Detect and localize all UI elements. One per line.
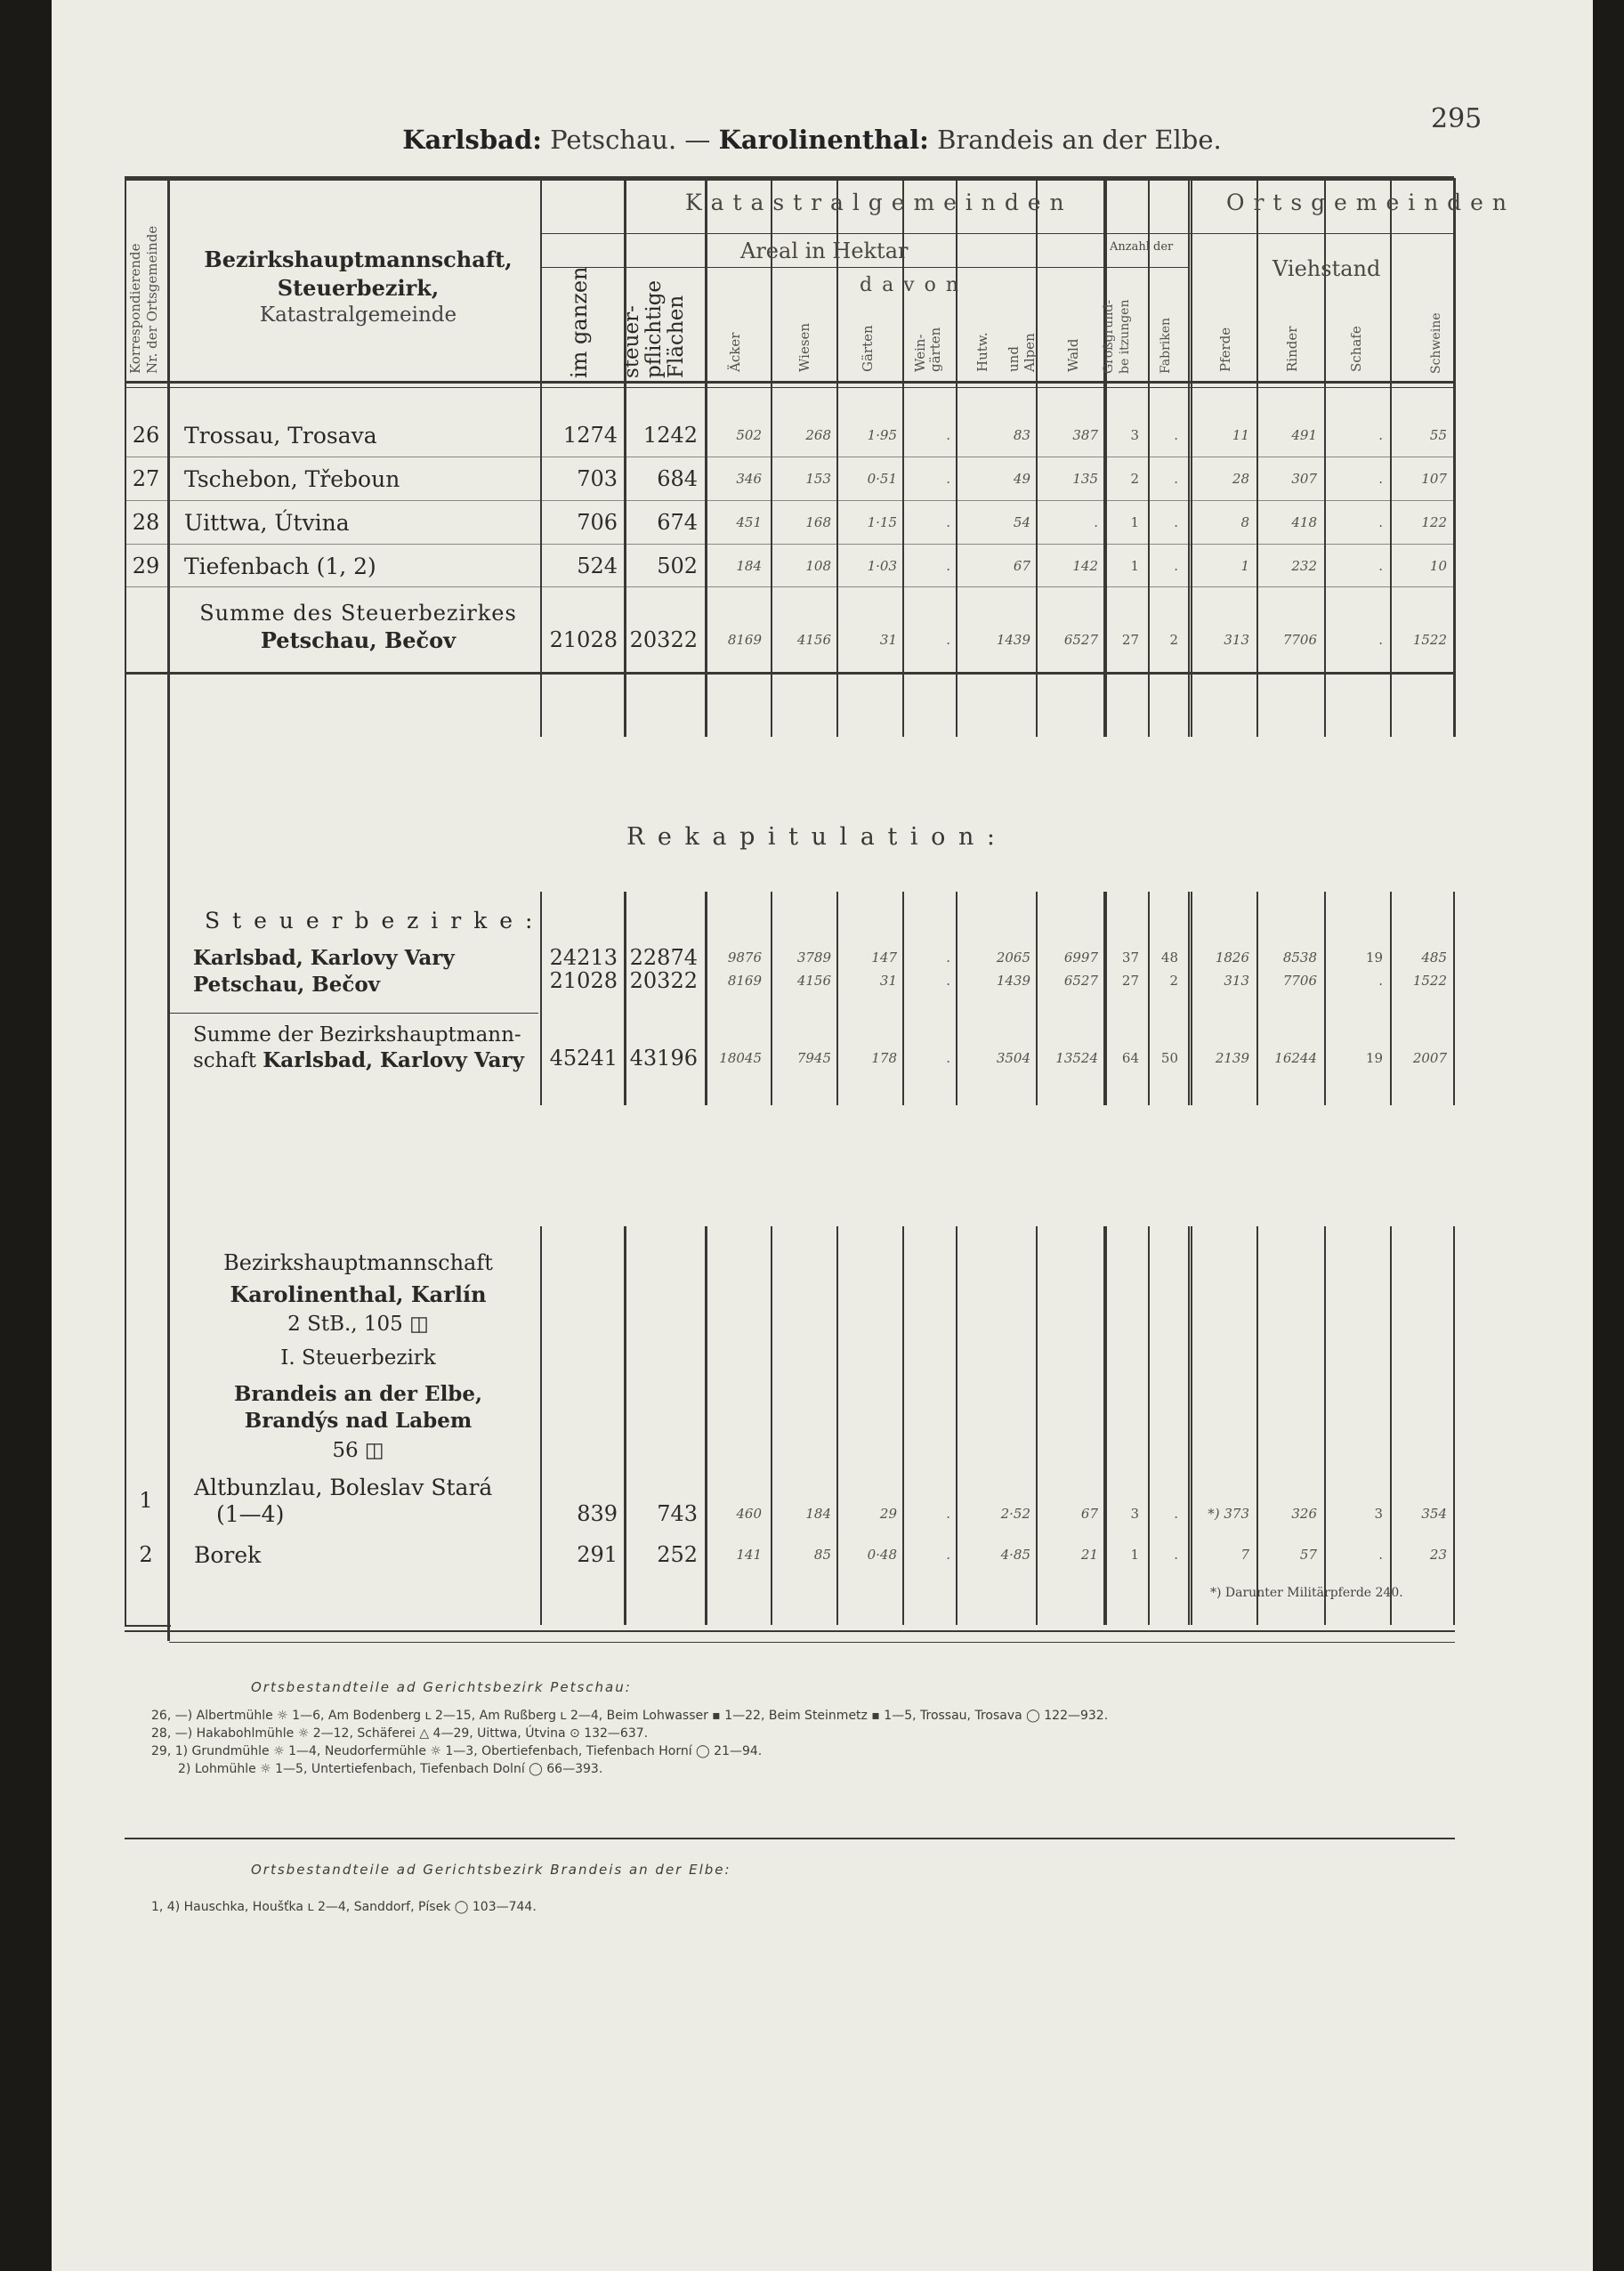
nr-header-2: Nr. der Ortsgemeinde: [144, 225, 160, 374]
column-rule: [1148, 178, 1150, 737]
row-name-cont: (1—4): [216, 1501, 285, 1527]
cell-ganzen: 291: [577, 1542, 618, 1567]
nr-header-1: Korrespondierende: [127, 243, 143, 374]
col-steuer-2: pflichtige: [642, 279, 666, 378]
cell-wein: .: [946, 471, 950, 487]
cell-ganzen: 524: [577, 554, 618, 578]
cell-pferde: 11: [1232, 427, 1249, 443]
col-gaerten: Gärten: [860, 325, 876, 372]
cell-schweine: 23: [1429, 1547, 1447, 1563]
cell-wein: .: [946, 1506, 950, 1522]
cell-schweine: 1522: [1412, 973, 1447, 989]
rekap-summe-line2: [193, 1048, 524, 1072]
column-rule: [1036, 1226, 1038, 1625]
cell-fabr: .: [1174, 1506, 1178, 1522]
cell-wein: .: [946, 1050, 950, 1066]
cell-rinder: 491: [1291, 427, 1317, 443]
column-rule: [1188, 178, 1190, 737]
row-nr: 28: [132, 510, 160, 535]
cell-ganzen: 839: [577, 1501, 618, 1526]
col-steuer-3: Flächen: [665, 295, 688, 378]
cell-acker: 502: [736, 427, 762, 443]
cell-steuer: 684: [657, 466, 698, 491]
page-paper: [52, 0, 1600, 2271]
cell-steuer: 252: [657, 1542, 698, 1567]
column-rule: [1324, 1226, 1326, 1625]
rekap-summe-line1: Summe der Bezirkshauptmann-: [193, 1023, 521, 1047]
cell-schafe: .: [1378, 973, 1383, 989]
cell-wald: .: [1094, 514, 1098, 530]
cell-pferde: 7: [1240, 1547, 1249, 1563]
footnote-line: 2) Lohmühle ☼ 1—5, Untertiefenbach, Tiefenbach Dolní ◯ 66—393.: [178, 1762, 603, 1776]
column-rule: [1324, 892, 1326, 1105]
summe-petschau-line1: Summe des Steuerbezirkes: [199, 601, 517, 626]
col-pferde: Pferde: [1217, 327, 1233, 372]
column-rule: [771, 892, 772, 1105]
cell-wald: 135: [1072, 471, 1098, 487]
footnote-line: 26, —) Albertmühle ☼ 1—6, Am Bodenberg ʟ 2—15, Am Rußberg ʟ 2—4, Beim Lohwasser ▪ 1—22, Beim Steinmetz ▪ 1—5, Trossau, Trosava ◯ 122—932.: [151, 1709, 1109, 1723]
rekap-title: R e k a p i t u l a t i o n :: [626, 823, 998, 851]
karol-l5: Brandeis an der Elbe,: [233, 1382, 483, 1406]
cell-schweine: 55: [1429, 427, 1447, 443]
cell-acker: 9876: [727, 950, 762, 966]
karol-l3: 2 StB., 105 ◫: [287, 1313, 429, 1336]
cell-gross: 1: [1130, 1547, 1139, 1563]
cell-hutw: 4·85: [1000, 1547, 1030, 1563]
cell-wein: .: [946, 973, 950, 989]
cell-ganzen: 21028: [549, 968, 618, 993]
cell-gaerten: 0·51: [867, 471, 897, 487]
karol-l4: I. Steuerbezirk: [280, 1346, 436, 1370]
cell-schweine: 1522: [1412, 632, 1447, 648]
col-gross-2: be itzungen: [1118, 299, 1132, 374]
footnote-rule2: [125, 1838, 1455, 1839]
column-rule: [706, 892, 707, 1105]
col-wein-1: Wein-: [912, 334, 928, 372]
cell-gaerten: 31: [879, 632, 897, 648]
column-rule: [1105, 178, 1107, 737]
cell-ganzen: 1274: [562, 423, 618, 448]
cell-ganzen: 21028: [549, 627, 618, 652]
col-wald: Wald: [1065, 338, 1081, 372]
page-header: [0, 125, 1624, 178]
cell-fabr: .: [1174, 427, 1178, 443]
cell-gross: 3: [1130, 1506, 1139, 1522]
column-rule: [1453, 892, 1455, 1105]
rule-davon: [540, 267, 1188, 268]
row-name: Uittwa, Útvina: [184, 510, 350, 536]
cell-rinder: 7706: [1282, 973, 1317, 989]
cell-wein: .: [946, 514, 950, 530]
scan-edge: [1593, 0, 1624, 2271]
cell-gross: 64: [1121, 1050, 1139, 1066]
rekap-steuerbezirke: S t e u e r b e z i r k e :: [205, 908, 536, 933]
cell-rinder: 16244: [1274, 1050, 1317, 1066]
header-subdistrict1: Petschau.: [550, 125, 677, 155]
row-nr: 26: [132, 423, 160, 448]
cell-fabr: 2: [1169, 973, 1178, 989]
rule-ortsgem: [1188, 233, 1454, 234]
cell-gaerten: 1·15: [867, 514, 897, 530]
cell-ganzen: 706: [577, 510, 618, 535]
column-rule: [1453, 178, 1456, 737]
cell-pferde: 8: [1240, 514, 1249, 530]
cell-wald: 387: [1072, 427, 1098, 443]
cell-wein: .: [946, 950, 950, 966]
cell-rinder: 418: [1291, 514, 1317, 530]
column-rule: [956, 1226, 957, 1625]
row-sep: [125, 544, 1454, 545]
page-number: 295: [1431, 103, 1483, 134]
column-rule: [1453, 1226, 1455, 1625]
cell-wald: 6527: [1063, 632, 1098, 648]
cell-wiesen: 108: [805, 558, 831, 574]
row-name: Altbunzlau, Boleslav Stará: [194, 1475, 493, 1500]
column-rule: [1390, 892, 1392, 1105]
cell-wald: 6997: [1063, 950, 1098, 966]
cell-gaerten: 178: [871, 1050, 897, 1066]
areal-label: Areal in Hektar: [740, 238, 909, 263]
cell-gross: 1: [1130, 514, 1139, 530]
ortsgem-group-label: O r t s g e m e i n d e n: [1226, 190, 1507, 215]
header-dash: —: [684, 125, 711, 155]
column-rule: [902, 892, 904, 1105]
cell-gross: 27: [1121, 973, 1139, 989]
cell-wein: .: [946, 632, 950, 648]
cell-schafe: .: [1378, 1547, 1383, 1563]
footnotes2-title: Ortsbestandteile ad Gerichtsbezirk Brandeis an der Elbe:: [251, 1862, 731, 1878]
cell-schweine: 2007: [1412, 1050, 1447, 1066]
cell-pferde: 28: [1232, 471, 1249, 487]
cell-steuer: 674: [657, 510, 698, 535]
col-wiesen: Wiesen: [796, 322, 812, 372]
cell-acker: 8169: [727, 632, 762, 648]
cell-wiesen: 153: [805, 471, 831, 487]
summe-bottom-rule: [125, 672, 1454, 675]
cell-wiesen: 7945: [796, 1050, 831, 1066]
cell-wein: .: [946, 558, 950, 574]
cell-wiesen: 268: [805, 427, 831, 443]
cell-gross: 3: [1130, 427, 1139, 443]
row-name: Tiefenbach (1, 2): [184, 554, 376, 579]
cell-acker: 141: [736, 1547, 762, 1563]
rule-areal: [540, 233, 1188, 234]
cell-schafe: .: [1378, 471, 1383, 487]
col-schafe: Schafe: [1348, 326, 1364, 372]
cell-steuer: 743: [657, 1501, 698, 1526]
column-rule: [1191, 178, 1192, 737]
header-bottom-rule2: [125, 387, 1454, 388]
karol-l6: Brandýs nad Labem: [244, 1409, 473, 1433]
row-nr: 27: [132, 466, 160, 491]
cell-fabr: .: [1174, 1547, 1178, 1563]
column-rule: [706, 1226, 707, 1625]
cell-rinder: 7706: [1282, 632, 1317, 648]
column-rule: [1148, 892, 1150, 1105]
row-sep: [125, 500, 1454, 501]
column-rule: [836, 892, 838, 1105]
cell-fabr: 48: [1160, 950, 1178, 966]
rekap-summe-line2b: Karlsbad, Karlovy Vary: [263, 1048, 525, 1072]
cell-schafe: .: [1378, 632, 1383, 648]
row-name: Trossau, Trosava: [184, 423, 377, 449]
cell-pferde: *) 373: [1208, 1506, 1249, 1522]
nr-col-bottom: [125, 1625, 171, 1627]
cell-fabr: 50: [1160, 1050, 1178, 1066]
column-rule: [540, 178, 542, 737]
cell-steuer: 1242: [642, 423, 698, 448]
column-rule: [1036, 892, 1038, 1105]
cell-rinder: 57: [1299, 1547, 1317, 1563]
cell-schweine: 485: [1421, 950, 1447, 966]
col-hutw-1: Hutw.: [974, 332, 990, 372]
cell-schweine: 354: [1421, 1506, 1447, 1522]
column-rule: [1036, 178, 1038, 737]
cell-gross: 2: [1130, 471, 1139, 487]
cell-steuer: 22874: [629, 945, 698, 970]
col-gross-1: Großgrund-: [1102, 299, 1116, 374]
footnotes1-title: Ortsbestandteile ad Gerichtsbezirk Petschau:: [251, 1679, 632, 1695]
karol-l7: 56 ◫: [332, 1439, 384, 1462]
cell-wald: 67: [1080, 1506, 1098, 1522]
header-subdistrict2: Brandeis an der Elbe.: [937, 125, 1222, 155]
cell-wiesen: 184: [805, 1506, 831, 1522]
column-rule: [956, 178, 957, 737]
cell-schafe: 3: [1374, 1506, 1383, 1522]
cell-hutw: 3504: [996, 1050, 1030, 1066]
col-im-ganzen: im ganzen: [567, 266, 592, 378]
column-rule: [902, 1226, 904, 1625]
cell-steuer: 20322: [629, 968, 698, 993]
column-rule: [625, 178, 626, 737]
cell-schweine: 122: [1421, 514, 1447, 530]
column-rule: [1390, 1226, 1392, 1625]
column-rule: [771, 1226, 772, 1625]
cell-hutw: 83: [1013, 427, 1030, 443]
table-left-edge: [125, 176, 126, 1625]
cell-ganzen: 703: [577, 466, 618, 491]
cell-gaerten: 31: [879, 973, 897, 989]
cell-wiesen: 3789: [796, 950, 831, 966]
column-rule: [1191, 892, 1192, 1105]
rekap-summe-line2a: schaft: [193, 1049, 256, 1072]
cell-rinder: 326: [1291, 1506, 1317, 1522]
cell-hutw: 1439: [996, 632, 1030, 648]
karol-note: *) Darunter Militärpferde 240.: [1210, 1586, 1403, 1600]
cell-hutw: 54: [1013, 514, 1030, 530]
col-fabriken: Fabriken: [1159, 317, 1173, 374]
cell-gaerten: 1·95: [867, 427, 897, 443]
cell-pferde: 1826: [1215, 950, 1249, 966]
viehstand-label: Viehstand: [1273, 256, 1381, 281]
cell-hutw: 67: [1013, 558, 1030, 574]
column-rule: [1148, 1226, 1150, 1625]
cell-hutw: 49: [1013, 471, 1030, 487]
header-district2: Karolinenthal:: [718, 125, 929, 155]
row-nr: 29: [132, 554, 160, 578]
footnote-rule1: [125, 1630, 1455, 1632]
column-rule: [1105, 892, 1107, 1105]
cell-rinder: 307: [1291, 471, 1317, 487]
header-district1: Karlsbad:: [402, 125, 542, 155]
cell-fabr: .: [1174, 514, 1178, 530]
cell-gaerten: 29: [879, 1506, 897, 1522]
cell-schafe: 19: [1365, 1050, 1383, 1066]
cell-gaerten: 1·03: [867, 558, 897, 574]
column-rule: [540, 892, 542, 1105]
column-rule: [625, 892, 626, 1105]
cell-rinder: 232: [1291, 558, 1317, 574]
summe-petschau-line2: Petschau, Bečov: [260, 627, 456, 653]
col-wein-2: gärten: [927, 327, 943, 372]
cell-pferde: 1: [1240, 558, 1249, 574]
header-bottom-rule: [125, 381, 1454, 384]
col-steuer-1: steuer-: [620, 305, 643, 378]
cell-acker: 8169: [727, 973, 762, 989]
cell-pferde: 2139: [1215, 1050, 1249, 1066]
column-rule: [956, 892, 957, 1105]
name-header-3: Katastralgemeinde: [259, 303, 457, 327]
row-name: Borek: [194, 1542, 262, 1568]
cell-hutw: 2·52: [1000, 1506, 1030, 1522]
cell-schafe: .: [1378, 558, 1383, 574]
column-rule: [1390, 178, 1392, 737]
cell-steuer: 20322: [629, 627, 698, 652]
col-rinder: Rinder: [1284, 326, 1300, 372]
column-rule: [1256, 892, 1258, 1105]
column-rule: [1188, 892, 1190, 1105]
col-acker: Äcker: [727, 332, 743, 372]
karol-l1: Bezirkshauptmannschaft: [223, 1250, 493, 1275]
cell-schafe: .: [1378, 514, 1383, 530]
cell-fabr: .: [1174, 471, 1178, 487]
table-top-rule: [125, 176, 1454, 181]
rekap-rule: [169, 1013, 538, 1014]
cell-acker: 460: [736, 1506, 762, 1522]
column-rule: [1256, 178, 1258, 737]
cell-wiesen: 4156: [796, 973, 831, 989]
name-header-1: Bezirkshauptmannschaft,: [204, 246, 513, 272]
karol-l2: Karolinenthal, Karlín: [230, 1281, 487, 1307]
row-sep: [125, 586, 1454, 587]
cell-wein: .: [946, 1547, 950, 1563]
cell-acker: 18045: [719, 1050, 762, 1066]
cell-gaerten: 147: [871, 950, 897, 966]
cell-fabr: 2: [1169, 632, 1178, 648]
cell-gross: 27: [1121, 632, 1139, 648]
cell-hutw: 1439: [996, 973, 1030, 989]
cell-wald: 6527: [1063, 973, 1098, 989]
col-schweine: Schweine: [1429, 312, 1443, 374]
cell-pferde: 313: [1224, 632, 1249, 648]
footnote-line: 1, 4) Hauschka, Houšťka ʟ 2—4, Sanddorf, Písek ◯ 103—744.: [151, 1900, 537, 1914]
cell-ganzen: 45241: [549, 1046, 618, 1071]
cell-fabr: .: [1174, 558, 1178, 574]
rekap-karlsbad-name: Karlsbad, Karlovy Vary: [193, 946, 455, 970]
cell-wald: 142: [1072, 558, 1098, 574]
cell-schafe: 19: [1365, 950, 1383, 966]
col-hutw-3: Alpen: [1022, 333, 1038, 372]
cell-schafe: .: [1378, 427, 1383, 443]
cell-steuer: 43196: [629, 1046, 698, 1071]
footnote-line: 28, —) Hakabohlmühle ☼ 2—12, Schäferei △ 4—29, Uittwa, Útvina ⊙ 132—637.: [151, 1726, 649, 1741]
row-name: Tschebon, Třeboun: [184, 466, 400, 492]
cell-acker: 184: [736, 558, 762, 574]
cell-hutw: 2065: [996, 950, 1030, 966]
cell-acker: 346: [736, 471, 762, 487]
column-rule: [1105, 1226, 1107, 1625]
anzahl-label: Anzahl der: [1110, 240, 1174, 254]
name-header-2: Steuerbezirk,: [277, 275, 440, 301]
cell-steuer: 502: [657, 554, 698, 578]
cell-wiesen: 168: [805, 514, 831, 530]
column-rule: [1256, 1226, 1258, 1625]
cell-acker: 451: [736, 514, 762, 530]
row-nr: 2: [139, 1542, 153, 1567]
footnote-line: 29, 1) Grundmühle ☼ 1—4, Neudorfermühle ☼ 1—3, Obertiefenbach, Tiefenbach Horní ◯ 21—94.: [151, 1744, 763, 1758]
column-rule: [1188, 1226, 1190, 1625]
cell-gaerten: 0·48: [867, 1547, 897, 1563]
cell-wein: .: [946, 427, 950, 443]
davon-label: d a v o n: [860, 274, 961, 296]
column-rule: [706, 178, 707, 737]
col-hutw-2: und: [1006, 346, 1022, 372]
cell-wald: 13524: [1055, 1050, 1098, 1066]
cell-schweine: 10: [1429, 558, 1447, 574]
cell-rinder: 8538: [1282, 950, 1317, 966]
karol-end-rule: [169, 1642, 1455, 1643]
cell-gross: 37: [1121, 950, 1139, 966]
cell-pferde: 313: [1224, 973, 1249, 989]
cell-wiesen: 85: [813, 1547, 831, 1563]
rekap-petschau-name: Petschau, Bečov: [193, 973, 381, 997]
row-nr: 1: [139, 1488, 153, 1513]
cell-schweine: 107: [1421, 471, 1447, 487]
kataster-group-label: K a t a s t r a l g e m e i n d e n: [685, 190, 1065, 215]
column-rule: [836, 1226, 838, 1625]
cell-wiesen: 4156: [796, 632, 831, 648]
nr-col-rule: [167, 176, 170, 1641]
cell-gross: 1: [1130, 558, 1139, 574]
cell-ganzen: 24213: [549, 945, 618, 970]
column-rule: [1191, 1226, 1192, 1625]
cell-wald: 21: [1080, 1547, 1098, 1563]
